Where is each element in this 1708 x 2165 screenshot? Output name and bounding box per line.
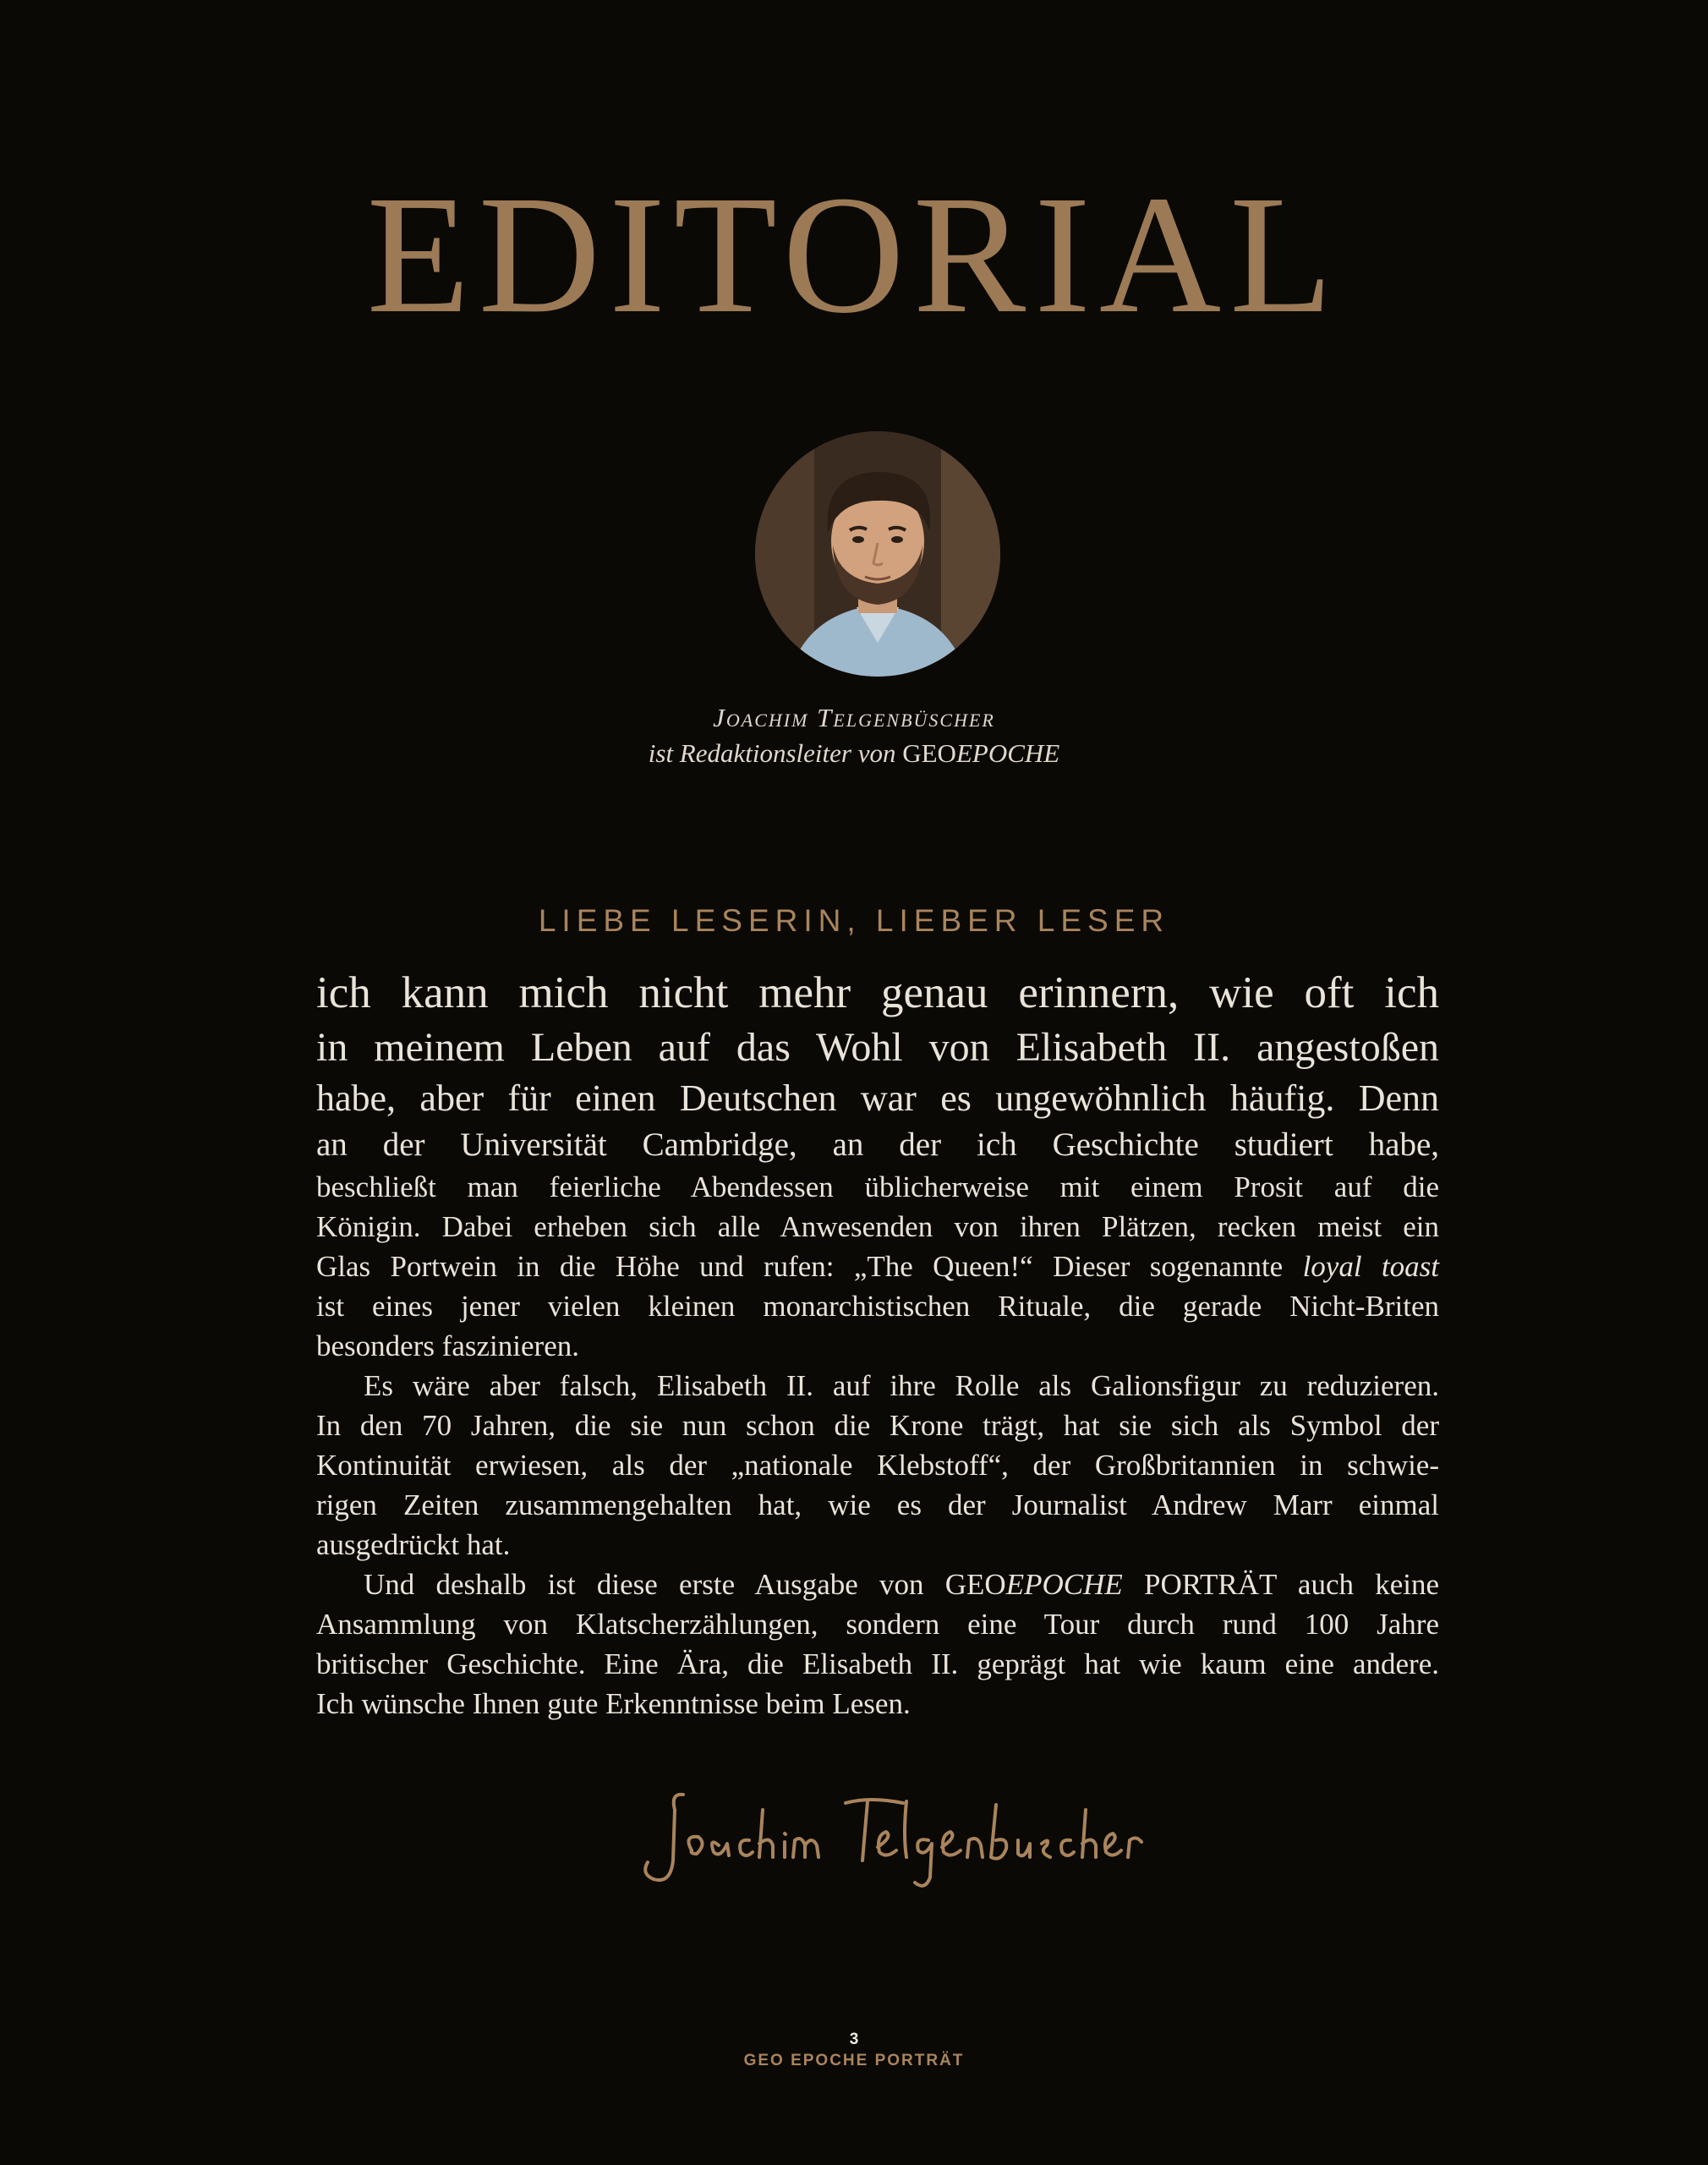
author-signature (624, 1784, 1148, 1894)
body-line: Es wäre aber falsch, Elisabeth II. auf ihre Rolle als Galionsfigur zu reduzieren. (364, 1369, 1439, 1402)
page-title: EDITORIAL (366, 162, 1342, 348)
body-line: ich kann mich nicht mehr genau erinnern, wie oft ich (316, 968, 1439, 1017)
body-line: Kontinuität erwiesen, als der „nationale Klebstoff“, der Großbritannien in schwie- (316, 1449, 1439, 1482)
body-emphasis: loyal toast (1302, 1250, 1439, 1283)
body-line-text: Glas Portwein in die Höhe und rufen: „The Queen!“ Dieser sogenannte (316, 1250, 1284, 1283)
body-line-text: PORTRÄT auch keine (1143, 1568, 1440, 1601)
author-role-text: ist Redaktionsleiter von (648, 738, 896, 768)
editorial-body (316, 964, 1439, 1724)
page-footer (0, 2030, 1708, 2072)
body-line: in meinem Leben auf das Wohl von Elisabeth II. angestoßen (316, 1025, 1439, 1070)
body-line: an der Universität Cambridge, an der ich Geschichte studiert habe, (316, 1126, 1439, 1163)
body-line: besonders faszinieren. (316, 1329, 579, 1362)
body-line: beschließt man feierliche Abendessen üblicherweise mit einem Prosit auf die (316, 1170, 1439, 1203)
body-line (316, 1565, 1439, 1604)
body-line: In den 70 Jahren, die sie nun schon die Krone trägt, hat sie sich als Symbol der (316, 1409, 1439, 1442)
body-line: britischer Geschichte. Eine Ära, die Elisabeth II. geprägt hat wie kaum eine andere. (316, 1647, 1439, 1680)
body-brand-epoche: EPOCHE (1005, 1568, 1123, 1601)
page-number: 3 (849, 2031, 859, 2048)
publication-name: GEO EPOCHE PORTRÄT (743, 2052, 965, 2069)
body-line: rigen Zeiten zusammengehalten hat, wie es der Journalist Andrew Marr einmal (316, 1488, 1439, 1521)
body-line: ausgedrückt hat. (316, 1528, 511, 1561)
body-line: ist eines jener vielen kleinen monarchistischen Rituale, die gerade Nicht-Briten (316, 1290, 1439, 1323)
body-brand-geo: GEO (944, 1568, 1006, 1601)
signature-graphic (624, 1784, 1148, 1894)
body-line-text: Und deshalb ist diese erste Ausgabe von (364, 1568, 924, 1601)
portrait-illustration (755, 431, 1000, 677)
author-name: Joachim Telgenbüscher (713, 703, 995, 732)
body-line (316, 1247, 1439, 1286)
body-line: habe, aber für einen Deutschen war es ungewöhnlich häufig. Denn (316, 1077, 1439, 1119)
author-brand-geo: GEO (902, 738, 956, 768)
author-portrait (755, 431, 1000, 677)
body-line: Königin. Dabei erheben sich alle Anwesenden von ihren Plätzen, recken meist ein (316, 1210, 1439, 1243)
body-line: Ich wünsche Ihnen gute Erkenntnisse beim Lesen. (316, 1687, 911, 1720)
author-role (0, 736, 1708, 771)
author-caption (0, 700, 1708, 771)
author-brand-epoche: EPOCHE (955, 738, 1060, 768)
salutation: LIEBE LESERIN, LIEBER LESER (538, 903, 1170, 938)
body-line: Ansammlung von Klatscherzählungen, sondern eine Tour durch rund 100 Jahre (316, 1608, 1439, 1641)
